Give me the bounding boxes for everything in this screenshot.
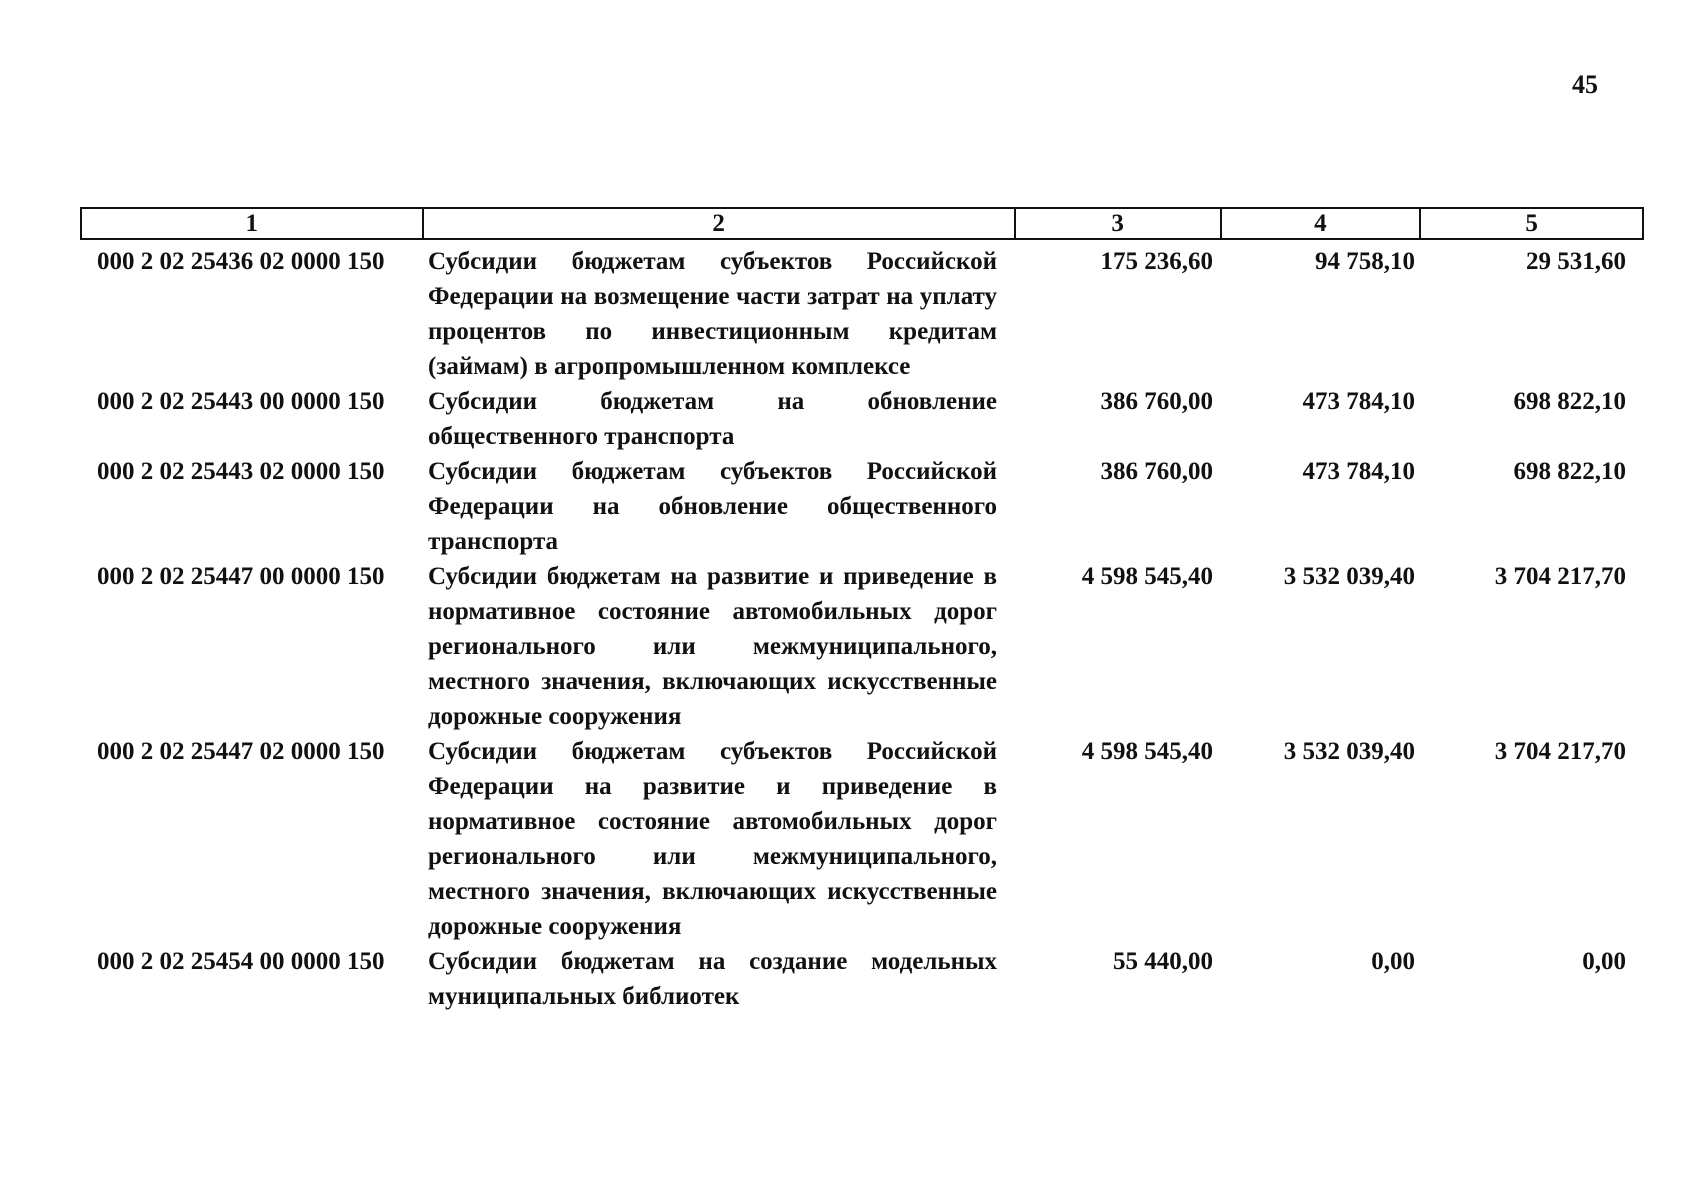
income-name: Субсидии бюджетам субъектов Российской Федерации на возмещение части затрат на уплату процентов по инвестиционным кредитам (займам) в агропромышленном комплексе xyxy=(428,248,997,380)
column-header-3: 3 xyxy=(1016,209,1222,238)
amount-col-3: 4 598 545,40 xyxy=(1081,738,1213,765)
budget-code: 000 2 02 25454 00 0000 150 xyxy=(97,948,385,975)
amount-col-3: 386 760,00 xyxy=(1100,388,1213,415)
amount-col-3: 55 440,00 xyxy=(1113,948,1213,975)
amount-col-4: 473 784,10 xyxy=(1302,388,1415,415)
income-name: Субсидии бюджетам на обновление общественного транспорта xyxy=(428,388,997,450)
amount-col-4: 3 532 039,40 xyxy=(1283,738,1415,765)
budget-code: 000 2 02 25447 02 0000 150 xyxy=(97,738,385,765)
table-header-row xyxy=(80,207,1644,240)
column-header-2: 2 xyxy=(424,209,1016,238)
income-name: Субсидии бюджетам на создание модельных муниципальных библиотек xyxy=(428,948,997,1010)
budget-code: 000 2 02 25443 00 0000 150 xyxy=(97,388,385,415)
amount-col-5: 698 822,10 xyxy=(1513,458,1626,485)
income-name: Субсидии бюджетам субъектов Российской Федерации на развитие и приведение в нормативное состояние автомобильных дорог регионального или межмуниципального, местного значения, включающих искусственные дорожные сооружения xyxy=(428,738,997,940)
amount-col-5: 3 704 217,70 xyxy=(1494,563,1626,590)
column-header-4: 4 xyxy=(1222,209,1422,238)
budget-code: 000 2 02 25443 02 0000 150 xyxy=(97,458,385,485)
amount-col-3: 386 760,00 xyxy=(1100,458,1213,485)
amount-col-5: 0,00 xyxy=(1582,948,1626,975)
budget-code: 000 2 02 25436 02 0000 150 xyxy=(97,248,385,275)
column-header-1: 1 xyxy=(82,209,424,238)
amount-col-5: 698 822,10 xyxy=(1513,388,1626,415)
table-row xyxy=(80,734,1644,944)
amount-col-5: 3 704 217,70 xyxy=(1494,738,1626,765)
amount-col-4: 3 532 039,40 xyxy=(1283,563,1415,590)
amount-col-4: 473 784,10 xyxy=(1302,458,1415,485)
budget-code: 000 2 02 25447 00 0000 150 xyxy=(97,563,385,590)
amount-col-5: 29 531,60 xyxy=(1526,248,1626,275)
table-row xyxy=(80,944,1644,1014)
income-name: Субсидии бюджетам субъектов Российской Федерации на обновление общественного транспорта xyxy=(428,458,997,555)
amount-col-3: 4 598 545,40 xyxy=(1081,563,1213,590)
page-number: 45 xyxy=(1572,70,1598,99)
amount-col-4: 0,00 xyxy=(1371,948,1415,975)
amount-col-4: 94 758,10 xyxy=(1315,248,1415,275)
column-header-5: 5 xyxy=(1525,209,1538,237)
amount-col-3: 175 236,60 xyxy=(1100,248,1213,275)
income-name: Субсидии бюджетам на развитие и приведение в нормативное состояние автомобильных дорог регионального или межмуниципального, местного значения, включающих искусственные дорожные сооружения xyxy=(428,563,997,730)
table-row xyxy=(80,559,1644,734)
table-row xyxy=(80,384,1644,454)
table-row xyxy=(80,454,1644,559)
table-body xyxy=(80,244,1644,1014)
table-row xyxy=(80,244,1644,384)
